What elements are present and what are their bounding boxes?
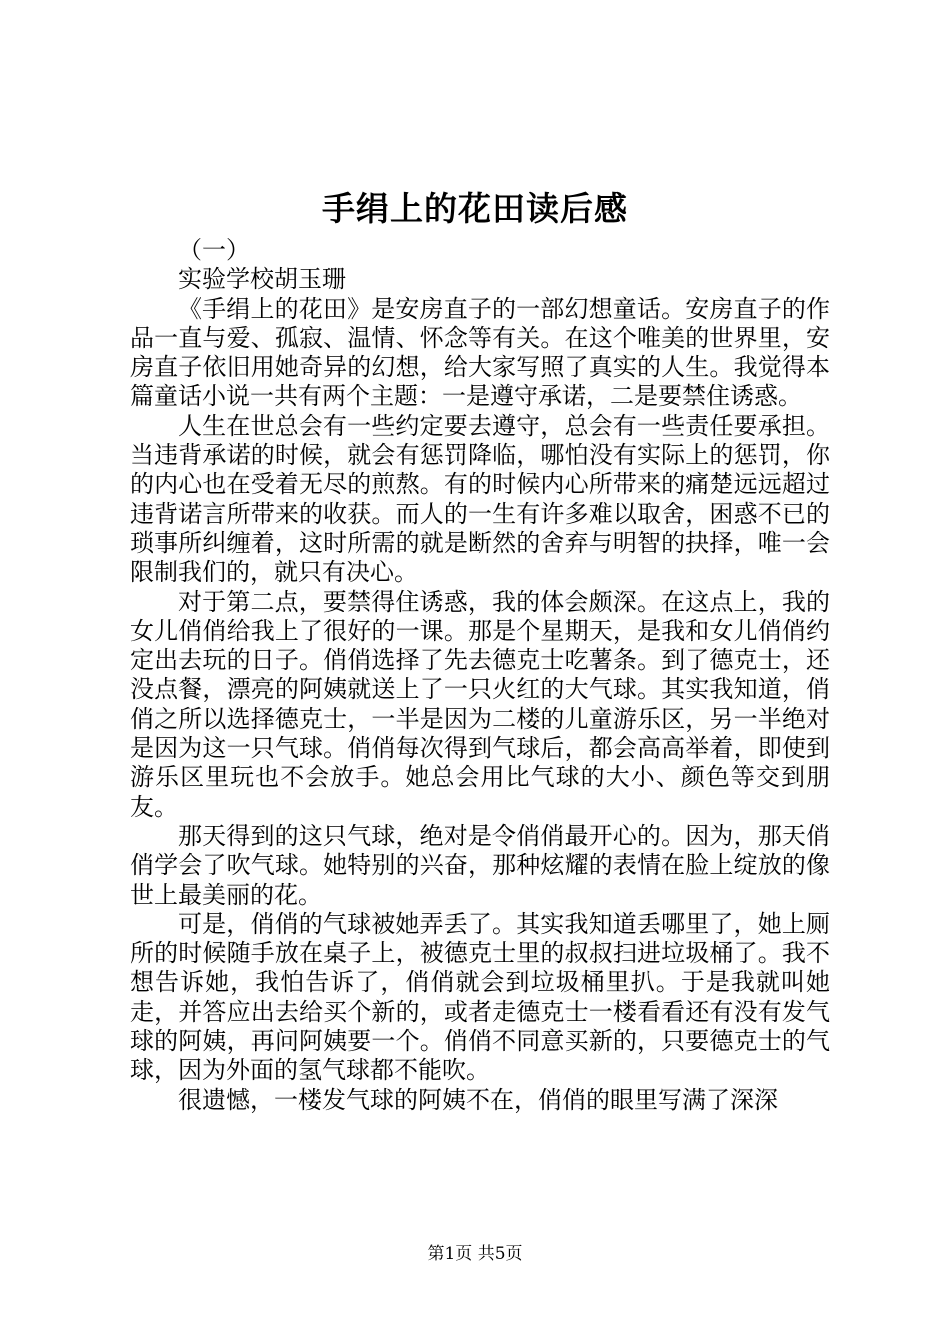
paragraph: 那天得到的这只气球，绝对是令俏俏最开心的。因为，那天俏俏学会了吹气球。她特别的兴奋，那种炫耀的表情在脸上绽放的像世上最美丽的花。 bbox=[130, 821, 830, 909]
document-title: 手绢上的花田读后感 bbox=[322, 189, 628, 228]
section-number: （一） bbox=[178, 236, 250, 264]
paragraph: 对于第二点，要禁得住诱惑，我的体会颇深。在这点上，我的女儿俏俏给我上了很好的一课。那是个星期天，是我和女儿俏俏约定出去玩的日子。俏俏选择了先去德克士吃薯条。到了德克士，还没点餐，漂亮的阿姨就送上了一只火红的大气球。其实我知道，俏俏之所以选择德克士，一半是因为二楼的儿童游乐区，另一半绝对是因为这一只气球。俏俏每次得到气球后，都会高高举着，即使到游乐区里玩也不会放手。她总会用比气球的大小、颜色等交到朋友。 bbox=[130, 587, 830, 821]
document-body bbox=[130, 236, 830, 1115]
paragraph: 可是，俏俏的气球被她弄丢了。其实我知道丢哪里了，她上厕所的时候随手放在桌子上，被德克士里的叔叔扫进垃圾桶了。我不想告诉她，我怕告诉了，俏俏就会到垃圾桶里扒。于是我就叫她走，并答应出去给买个新的，或者走德克士一楼看看还有没有发气球的阿姨，再问阿姨要一个。俏俏不同意买新的，只要德克士的气球，因为外面的氢气球都不能吹。 bbox=[130, 909, 830, 1085]
paragraph: 《手绢上的花田》是安房直子的一部幻想童话。安房直子的作品一直与爱、孤寂、温情、怀念等有关。在这个唯美的世界里，安房直子依旧用她奇异的幻想，给大家写照了真实的人生。我觉得本篇童话小说一共有两个主题：一是遵守承诺，二是要禁住诱惑。 bbox=[130, 294, 830, 411]
paragraph: 人生在世总会有一些约定要去遵守，总会有一些责任要承担。当违背承诺的时候，就会有惩罚降临，哪怕没有实际上的惩罚，你的内心也在受着无尽的煎熬。有的时候内心所带来的痛楚远远超过违背诺言所带来的收获。而人的一生有许多难以取舍，困惑不已的琐事所纠缠着，这时所需的就是断然的舍弃与明智的抉择，唯一会限制我们的，就只有决心。 bbox=[130, 411, 830, 587]
author-line: 实验学校胡玉珊 bbox=[178, 265, 346, 294]
paragraph: 很遗憾，一楼发气球的阿姨不在，俏俏的眼里写满了深深 bbox=[178, 1085, 778, 1114]
page-footer: 第1页 共5页 bbox=[427, 1244, 523, 1264]
